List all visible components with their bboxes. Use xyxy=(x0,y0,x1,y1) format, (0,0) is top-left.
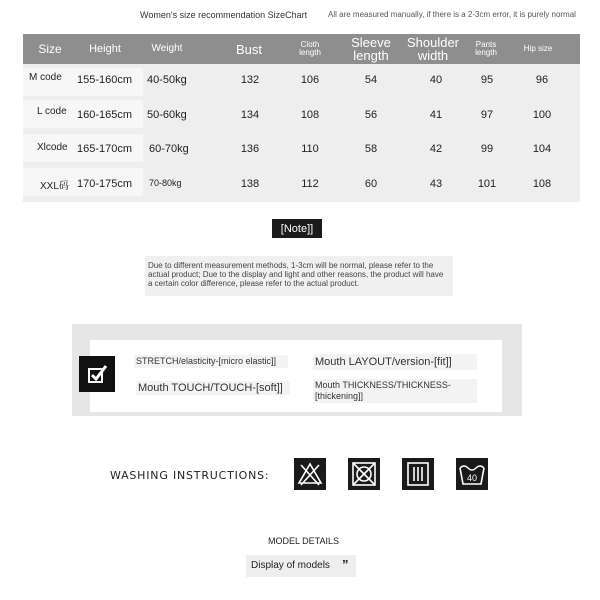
drip-dry-icon xyxy=(402,458,434,490)
quote-icon: ” xyxy=(342,557,349,572)
sleeve-length-cell: 58 xyxy=(364,143,378,155)
size-cell: Xlcode xyxy=(37,142,68,153)
height-cell: 165-170cm xyxy=(77,143,133,155)
washing-instructions-label: WASHING INSTRUCTIONS: xyxy=(110,469,270,482)
feature-touch: Mouth TOUCH/TOUCH-[soft]] xyxy=(136,381,290,395)
size-cell: XXL码 xyxy=(40,181,69,192)
pants-length-cell: 99 xyxy=(480,143,494,155)
weight-cell: 40-50kg xyxy=(147,74,187,86)
no-hand-wash-icon xyxy=(294,458,326,490)
feature-thickness: Mouth THICKNESS/THICKNESS-[thickening]] xyxy=(313,379,477,403)
cloth-length-cell: 110 xyxy=(301,143,319,155)
hip-size-cell: 100 xyxy=(532,109,552,121)
model-details-title: MODEL DETAILS xyxy=(268,536,340,546)
col-height: Height xyxy=(89,42,121,55)
note-text: Due to different measurement methods, 1-3cm will be normal, please refer to the actual product; Due to the display and light and other reasons, the product will have a certain color difference, please refer to the actual product. xyxy=(148,261,444,288)
bust-cell: 132 xyxy=(240,74,260,86)
size-cell: M code xyxy=(29,72,62,83)
col-bust: Bust xyxy=(235,41,262,57)
feature-stretch: STRETCH/elasticity-[micro elastic]] xyxy=(134,355,288,368)
wash-temp-label: 40 xyxy=(466,473,478,483)
weight-cell: 70-80kg xyxy=(149,178,182,188)
col-size: Size xyxy=(38,42,62,56)
sleeve-length-cell: 54 xyxy=(364,74,378,86)
sleeve-length-cell: 56 xyxy=(364,109,378,121)
checkbox-icon xyxy=(79,356,115,392)
col-pants-length: Pants length xyxy=(475,40,497,57)
col-cloth-length: Cloth length xyxy=(299,40,321,57)
weight-cell: 60-70kg xyxy=(149,143,189,155)
measure-notice: All are measured manually, if there is a 2-3cm error, it is purely normal xyxy=(328,10,576,19)
weight-cell: 50-60kg xyxy=(147,109,187,121)
size-cell: L code xyxy=(37,106,67,117)
col-hip-size: Hip size xyxy=(523,44,553,53)
bust-cell: 136 xyxy=(240,143,260,155)
hip-size-cell: 108 xyxy=(532,178,552,190)
wash-40-icon xyxy=(456,458,488,490)
hip-size-cell: 104 xyxy=(532,143,552,155)
height-cell: 155-160cm xyxy=(77,74,133,86)
size-table xyxy=(23,34,580,202)
height-cell: 160-165cm xyxy=(77,109,133,121)
shoulder-width-cell: 40 xyxy=(429,74,443,86)
pants-length-cell: 95 xyxy=(480,74,494,86)
hip-size-cell: 96 xyxy=(535,74,549,86)
feature-layout: Mouth LAYOUT/version-[fit]] xyxy=(313,354,477,370)
cloth-length-cell: 106 xyxy=(300,74,320,86)
model-display-text: Display of models xyxy=(251,560,330,571)
col-shoulder-width: Shoulder width xyxy=(406,35,460,63)
height-cell: 170-175cm xyxy=(77,178,133,190)
cloth-length-cell: 112 xyxy=(301,178,319,190)
note-title: [Note]] xyxy=(272,219,322,238)
col-sleeve-length: Sleeve length xyxy=(351,35,391,63)
bust-cell: 134 xyxy=(240,109,260,121)
bust-cell: 138 xyxy=(240,178,260,190)
shoulder-width-cell: 42 xyxy=(429,143,443,155)
size-table-header xyxy=(23,34,580,64)
pants-length-cell: 101 xyxy=(477,178,497,190)
chart-title: Women's size recommendation SizeChart xyxy=(140,10,308,20)
sleeve-length-cell: 60 xyxy=(364,178,378,190)
do-not-tumble-dry-icon xyxy=(348,458,380,490)
cloth-length-cell: 108 xyxy=(300,109,320,121)
shoulder-width-cell: 43 xyxy=(429,178,443,190)
shoulder-width-cell: 41 xyxy=(429,109,443,121)
pants-length-cell: 97 xyxy=(480,109,494,121)
col-weight: Weight xyxy=(151,43,183,54)
